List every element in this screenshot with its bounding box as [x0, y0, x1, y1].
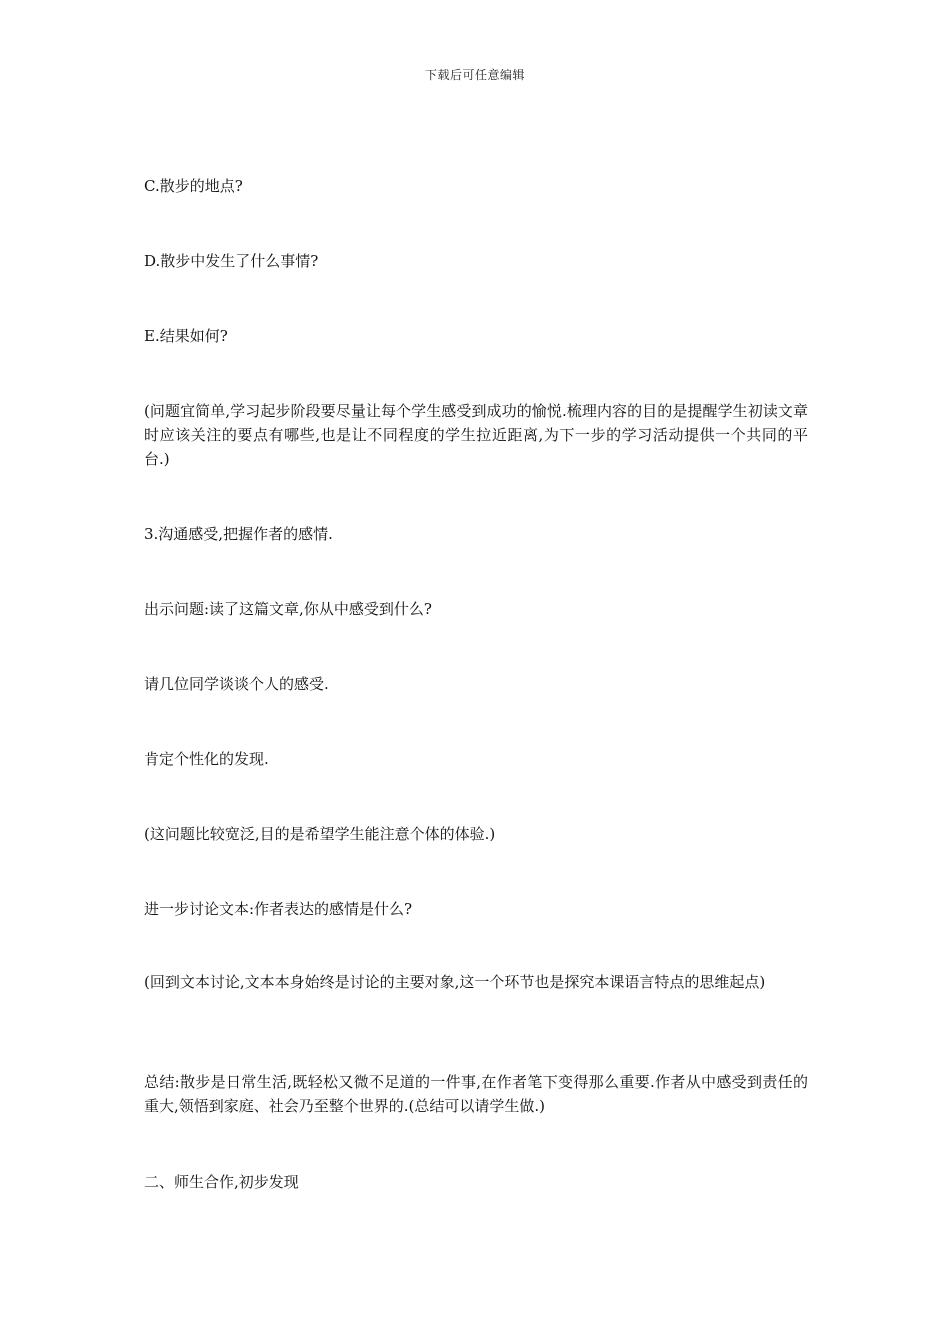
paragraph-affirm-discovery: 肯定个性化的发现. [144, 750, 269, 768]
page-header: 下载后可任意编辑 [424, 68, 525, 82]
paragraph-show-question: 出示问题:读了这篇文章,你从中感受到什么? [144, 600, 432, 618]
paragraph-d-events: D.散步中发生了什么事情? [144, 252, 319, 270]
paragraph-step-3: 3.沟通感受,把握作者的感情. [144, 525, 333, 543]
paragraph-c-location: C.散步的地点? [144, 177, 243, 195]
paragraph-note-broad-question: (这问题比较宽泛,目的是希望学生能注意个体的体验.) [144, 825, 496, 843]
paragraph-note-return-to-text: (回到文本讨论,文本本身始终是讨论的主要对象,这一个环节也是探究本课语言特点的思维起点) [144, 973, 766, 991]
paragraph-summary: 总结:散步是日常生活,既轻松又微不足道的一件事,在作者笔下变得那么重要.作者从中感受到责任的重大,领悟到家庭、社会乃至整个世界的.(总结可以请学生做.) [144, 1073, 808, 1115]
paragraph-note-simple-questions: (问题宜简单,学习起步阶段要尽量让每个学生感受到成功的愉悦.梳理内容的目的是提醒学生初读文章时应该关注的要点有哪些,也是让不同程度的学生拉近距离,为下一步的学习活动提供一个共同的平台.) [144, 402, 808, 468]
paragraph-further-discussion: 进一步讨论文本:作者表达的感情是什么? [144, 900, 413, 918]
paragraph-students-share: 请几位同学谈谈个人的感受. [144, 675, 329, 693]
paragraph-e-result: E.结果如何? [144, 327, 228, 345]
section-heading-teacher-student-cooperation: 二、师生合作,初步发现 [144, 1173, 299, 1191]
